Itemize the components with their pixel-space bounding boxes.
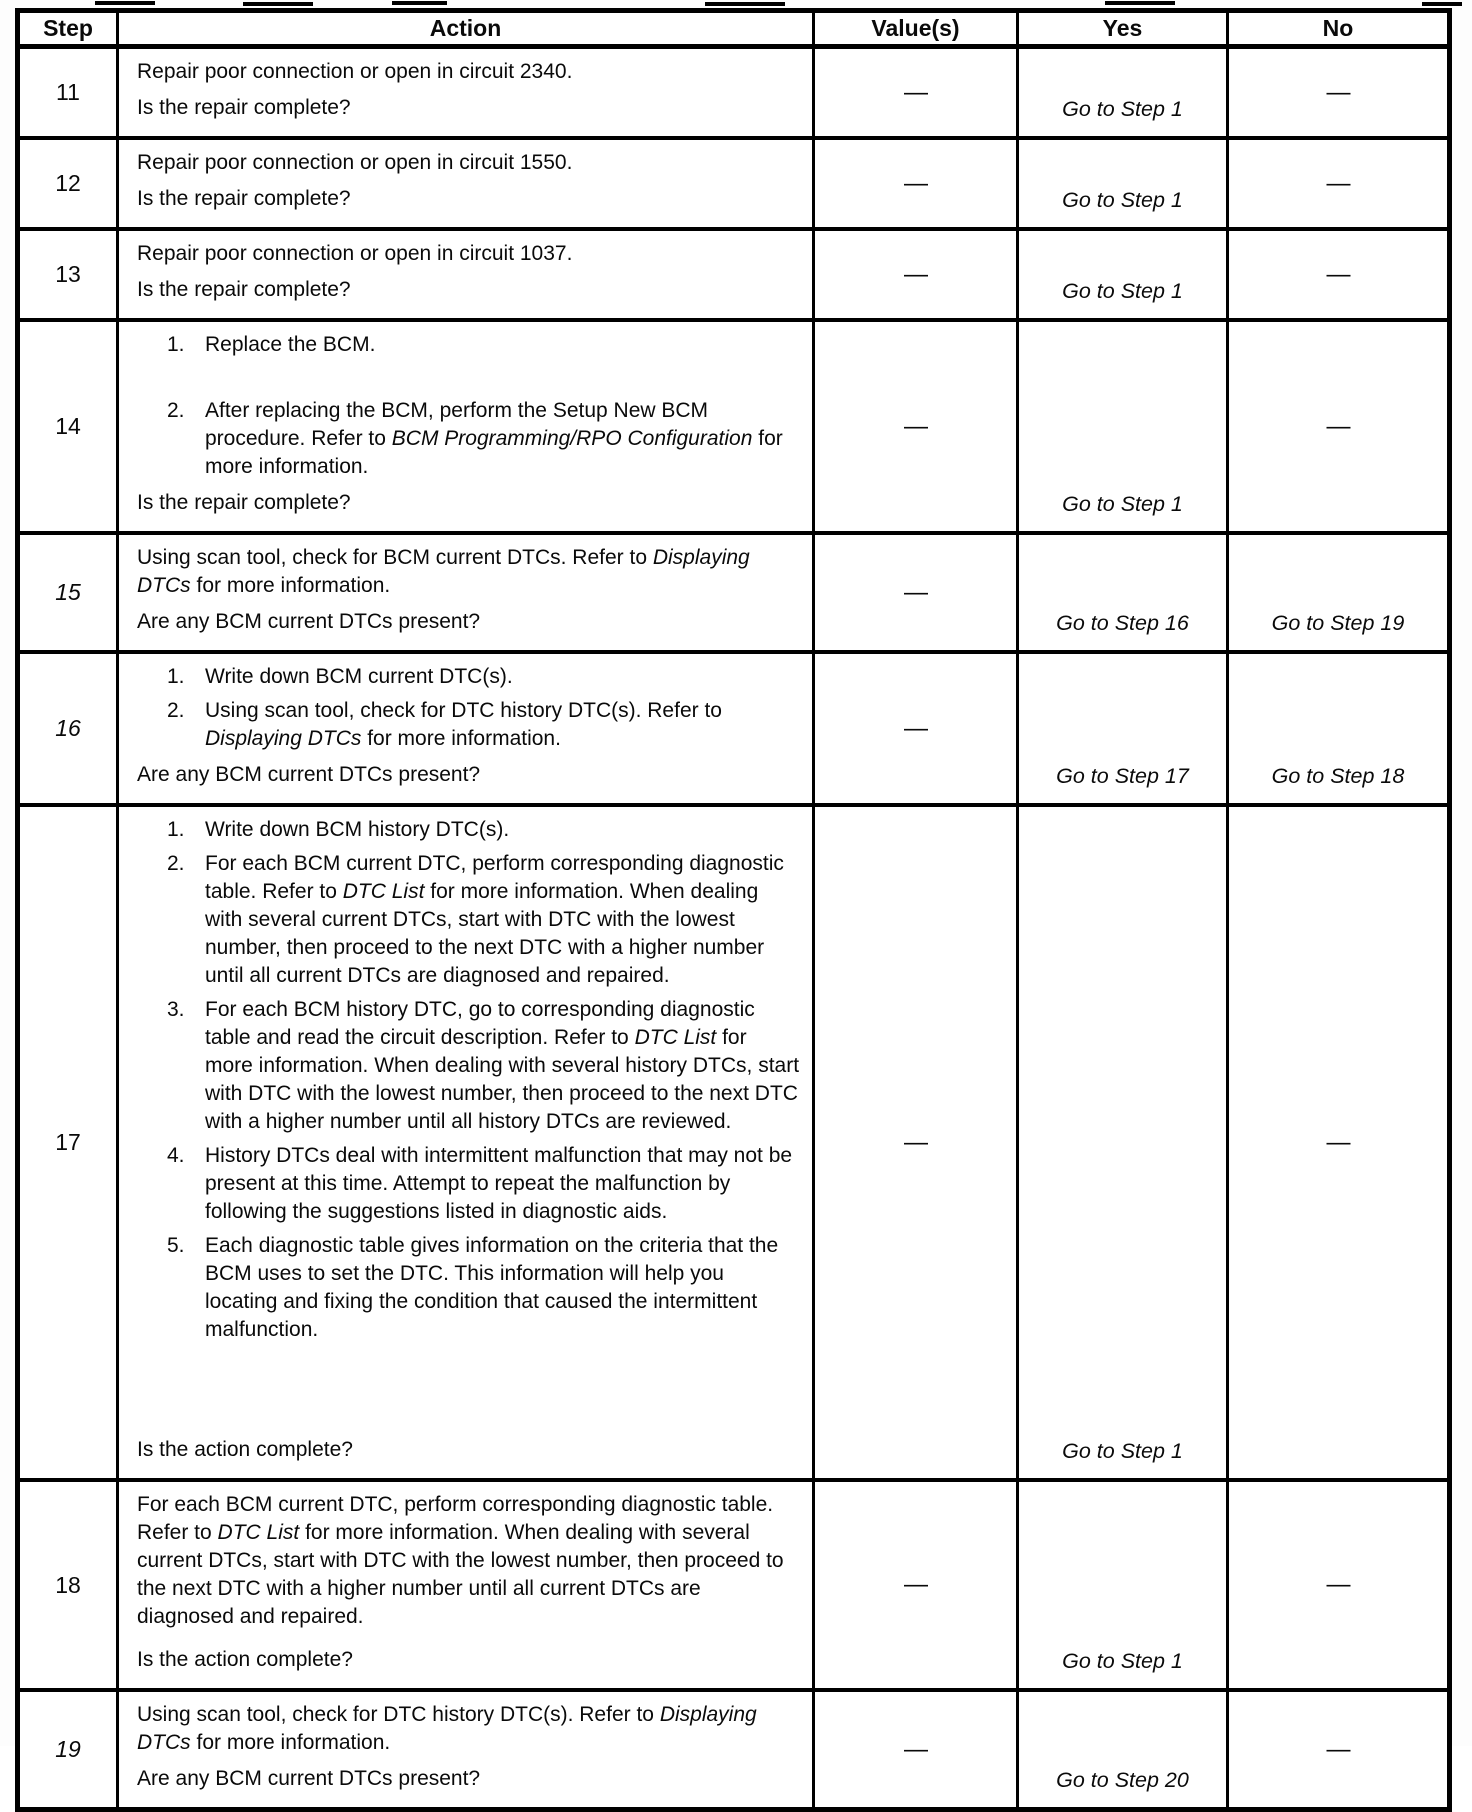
no-cell <box>1228 47 1450 139</box>
step-cell <box>18 533 118 652</box>
goto-step-text: Go to Step 1 <box>1062 492 1183 516</box>
table-row <box>18 1690 1450 1810</box>
step-cell <box>18 320 118 533</box>
action-list-item <box>167 816 800 844</box>
action-text <box>205 1232 800 1344</box>
action-text-segment: Write down BCM history DTC(s). <box>205 818 510 841</box>
action-content <box>119 1482 812 1688</box>
action-text-segment: Repair poor connection or open in circuit 1550. <box>137 151 573 174</box>
values-cell <box>814 1480 1018 1690</box>
col-header-step: Step <box>18 11 118 47</box>
values-cell <box>814 47 1018 139</box>
italic-reference-text: DTC List <box>634 1026 717 1049</box>
step-number: 19 <box>55 1736 81 1762</box>
action-text <box>205 850 800 990</box>
no-cell <box>1228 1480 1450 1690</box>
values-cell <box>814 1690 1018 1810</box>
action-text-segment: For each BCM history DTC, go to corresponding diagnostic table and read the circuit description. Refer to <box>205 998 755 1049</box>
list-item-number: 1. <box>167 333 185 356</box>
goto-step-text: Go to Step 16 <box>1056 611 1189 635</box>
action-text-segment: For each BCM current DTC, perform corresponding diagnostic table. Refer to <box>205 852 784 903</box>
action-text-segment: for more information. When dealing with several current DTCs, start with DTC with the lowest number, then proceed to the next DTC with a higher number until all current DTCs are diagnosed and repaired. <box>137 1521 784 1628</box>
dash-placeholder: — <box>904 578 927 606</box>
step-cell <box>18 1690 118 1810</box>
action-cell <box>118 533 814 652</box>
action-text-segment: Repair poor connection or open in circuit 2340. <box>137 60 573 83</box>
italic-reference-text: DTC List <box>342 880 425 903</box>
scan-artifact <box>243 2 313 6</box>
dash-placeholder: — <box>904 714 927 742</box>
goto-step-text: Go to Step 1 <box>1062 1439 1183 1463</box>
action-question: Is the repair complete? <box>137 278 351 301</box>
action-cell <box>118 229 814 320</box>
action-list-item <box>167 397 800 481</box>
action-content <box>119 322 812 531</box>
scan-artifact <box>1105 1 1175 5</box>
scan-artifact <box>392 1 447 5</box>
action-text-segment: for more information. <box>190 574 391 597</box>
yes-cell <box>1018 138 1228 229</box>
goto-step-text: Go to Step 20 <box>1056 1768 1189 1792</box>
action-question: Is the repair complete? <box>137 96 351 119</box>
yes-cell <box>1018 652 1228 805</box>
action-paragraph <box>137 544 800 600</box>
dash-placeholder: — <box>904 78 927 106</box>
action-cell <box>118 1480 814 1690</box>
no-cell <box>1228 138 1450 229</box>
action-list-item <box>167 1142 800 1226</box>
action-content <box>119 654 812 803</box>
yes-cell <box>1018 229 1228 320</box>
list-item-number: 2. <box>167 699 185 722</box>
list-item-number: 4. <box>167 1144 185 1167</box>
action-text <box>205 663 800 691</box>
list-item-number: 3. <box>167 998 185 1021</box>
action-question: Are any BCM current DTCs present? <box>137 763 481 786</box>
step-cell <box>18 229 118 320</box>
table-row <box>18 533 1450 652</box>
dash-placeholder: — <box>1326 1735 1350 1763</box>
action-list-item <box>167 697 800 753</box>
action-paragraph <box>137 240 800 268</box>
step-number: 12 <box>55 170 81 196</box>
diagnostic-step-table <box>15 8 1452 1812</box>
values-cell <box>814 320 1018 533</box>
step-number: 17 <box>55 1129 81 1155</box>
list-item-number: 2. <box>167 399 185 422</box>
action-question: Is the repair complete? <box>137 187 351 210</box>
col-header-yes: Yes <box>1018 11 1228 47</box>
action-text <box>205 331 800 359</box>
action-text <box>137 546 750 597</box>
step-number: 15 <box>55 579 81 605</box>
action-text <box>137 1703 757 1754</box>
table-row <box>18 805 1450 1480</box>
list-item-number: 1. <box>167 665 185 688</box>
yes-cell <box>1018 320 1228 533</box>
action-text-segment: for more information. When dealing with several current DTCs, start with DTC with the lowest number, then proceed to the next DTC with a higher number until all current DTCs are diagnosed and repaired. <box>205 880 765 987</box>
italic-reference-text: DTC List <box>217 1521 300 1544</box>
values-cell <box>814 533 1018 652</box>
dash-placeholder: — <box>904 169 927 197</box>
list-item-number: 5. <box>167 1234 185 1257</box>
step-number: 11 <box>56 79 80 105</box>
action-cell <box>118 138 814 229</box>
action-text-segment: Write down BCM current DTC(s). <box>205 665 513 688</box>
no-cell <box>1228 320 1450 533</box>
action-text-segment: After replacing the BCM, perform the Setup New BCM procedure. Refer to <box>205 399 709 450</box>
table-row <box>18 652 1450 805</box>
action-cell <box>118 320 814 533</box>
action-cell <box>118 652 814 805</box>
action-content <box>119 231 812 318</box>
step-cell <box>18 805 118 1480</box>
table-row <box>18 138 1450 229</box>
action-text <box>205 697 800 753</box>
goto-step-text: Go to Step 17 <box>1056 764 1189 788</box>
goto-step-text: Go to Step 1 <box>1062 279 1183 303</box>
action-list-item <box>167 1232 800 1344</box>
action-question: Are any BCM current DTCs present? <box>137 610 481 633</box>
col-header-no: No <box>1228 11 1450 47</box>
goto-step-text: Go to Step 1 <box>1062 1649 1183 1673</box>
action-paragraph <box>137 1701 800 1757</box>
action-text-segment: History DTCs deal with intermittent malfunction that may not be present at this time. Attempt to repeat the malfunction by following the suggestions listed in diagnostic aids. <box>205 1144 793 1223</box>
action-text-segment: for more information. When dealing with several history DTCs, start with DTC with the lowest number, then proceed to the next DTC with a higher number until all history DTCs are reviewed. <box>205 1026 800 1133</box>
table-row <box>18 320 1450 533</box>
action-cell <box>118 47 814 139</box>
step-cell <box>18 1480 118 1690</box>
action-list-item <box>167 331 800 359</box>
action-cell <box>118 1690 814 1810</box>
action-text-segment: for more information. <box>361 727 561 750</box>
no-cell <box>1228 533 1450 652</box>
yes-cell <box>1018 47 1228 139</box>
action-cell <box>118 805 814 1480</box>
step-cell <box>18 138 118 229</box>
dash-placeholder: — <box>904 260 927 288</box>
table-row <box>18 229 1450 320</box>
yes-cell <box>1018 1480 1228 1690</box>
dash-placeholder: — <box>1326 1128 1350 1156</box>
action-text-segment: Using scan tool, check for BCM current DTCs. Refer to <box>137 546 653 569</box>
italic-reference-text: Displaying DTCs <box>137 546 750 597</box>
values-cell <box>814 229 1018 320</box>
goto-step-text: Go to Step 1 <box>1062 188 1183 212</box>
no-cell <box>1228 805 1450 1480</box>
action-paragraph <box>137 58 800 86</box>
action-paragraph <box>137 1491 800 1631</box>
action-text-segment: Replace the BCM. <box>205 333 376 356</box>
action-question: Are any BCM current DTCs present? <box>137 1767 481 1790</box>
values-cell <box>814 805 1018 1480</box>
dash-placeholder: — <box>904 412 927 440</box>
action-text <box>137 1493 784 1628</box>
dash-placeholder: — <box>1326 412 1350 440</box>
dash-placeholder: — <box>1326 169 1350 197</box>
no-cell <box>1228 1690 1450 1810</box>
step-number: 13 <box>55 261 81 287</box>
dash-placeholder: — <box>904 1735 927 1763</box>
action-question: Is the action complete? <box>137 1438 353 1461</box>
scan-artifact <box>705 2 785 6</box>
italic-reference-text: Displaying DTCs <box>137 1703 757 1754</box>
action-list-item <box>167 663 800 691</box>
step-number: 18 <box>55 1571 81 1598</box>
scan-artifact <box>95 1 155 5</box>
action-text-segment: For each BCM current DTC, perform corresponding diagnostic table. Refer to <box>137 1493 774 1544</box>
action-text-segment: Using scan tool, check for DTC history DTC(s). Refer to <box>137 1703 660 1726</box>
values-cell <box>814 138 1018 229</box>
yes-cell <box>1018 805 1228 1480</box>
yes-cell <box>1018 533 1228 652</box>
action-text-segment: Each diagnostic table gives information on the criteria that the BCM uses to set the DTC. This information will help you locating and fixing the condition that caused the intermittent malfunction. <box>205 1234 779 1341</box>
col-header-action: Action <box>118 11 814 47</box>
table-row <box>18 1480 1450 1690</box>
action-text-segment: for more information. <box>205 427 783 478</box>
action-text <box>137 60 572 83</box>
action-text-segment: Using scan tool, check for DTC history DTC(s). Refer to <box>205 699 722 722</box>
yes-cell <box>1018 1690 1228 1810</box>
action-content <box>119 807 812 1478</box>
dash-placeholder: — <box>1326 78 1350 106</box>
action-content <box>119 49 812 136</box>
italic-reference-text: Displaying DTCs <box>205 727 362 750</box>
step-cell <box>18 47 118 139</box>
list-item-number: 2. <box>167 852 185 875</box>
values-cell <box>814 652 1018 805</box>
no-cell <box>1228 229 1450 320</box>
goto-step-text: Go to Step 18 <box>1271 764 1405 788</box>
step-number: 16 <box>55 715 81 741</box>
goto-step-text: Go to Step 1 <box>1062 97 1183 121</box>
col-header-values: Value(s) <box>814 11 1018 47</box>
action-list-item <box>167 996 800 1136</box>
action-text <box>205 1142 800 1226</box>
action-text <box>137 242 572 265</box>
action-text <box>137 151 572 174</box>
action-paragraph <box>137 149 800 177</box>
goto-step-text: Go to Step 19 <box>1271 611 1405 635</box>
table-header-row <box>18 11 1450 47</box>
table-row <box>18 47 1450 139</box>
action-text-segment: for more information. <box>190 1731 391 1754</box>
step-number: 14 <box>55 413 81 439</box>
action-content <box>119 1692 812 1807</box>
dash-placeholder: — <box>1326 260 1350 288</box>
action-text <box>205 816 800 844</box>
step-cell <box>18 652 118 805</box>
action-text-segment: Repair poor connection or open in circuit 1037. <box>137 242 573 265</box>
dash-placeholder: — <box>904 1128 927 1156</box>
action-list-item <box>167 850 800 990</box>
list-item-number: 1. <box>167 818 185 841</box>
action-content <box>119 535 812 650</box>
dash-placeholder: — <box>904 1571 927 1598</box>
italic-reference-text: BCM Programming/RPO Configuration <box>391 427 753 450</box>
action-text <box>205 996 800 1136</box>
dash-placeholder: — <box>1326 1571 1350 1598</box>
no-cell <box>1228 652 1450 805</box>
action-text <box>205 397 800 481</box>
action-question: Is the repair complete? <box>137 491 351 514</box>
action-question: Is the action complete? <box>137 1648 353 1671</box>
scan-artifact <box>1422 2 1462 6</box>
action-content <box>119 140 812 227</box>
